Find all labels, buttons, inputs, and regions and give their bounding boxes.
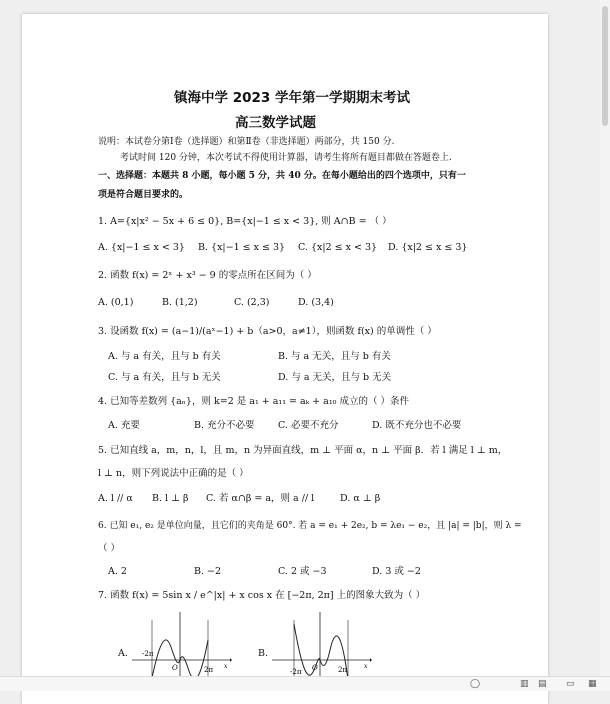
- q2-option-c: C. (2,3): [234, 297, 270, 308]
- q5-option-c: C. 若 α∩β = a，则 a // l: [206, 493, 315, 504]
- scrollbar-thumb[interactable]: [602, 6, 608, 126]
- q7-stem: 7. 函数 f(x) = 5sin x / e^|x| + x cos x 在 [−2π, 2π] 上的图象大致为（ ）: [98, 590, 426, 601]
- q7-option-a-label: A.: [118, 648, 128, 659]
- web-layout-icon[interactable]: ▦: [588, 679, 597, 689]
- q1-option-a: A. {x|−1 ≤ x < 3}: [98, 242, 185, 253]
- q7-a-x-label: x: [224, 663, 228, 670]
- exam-title: 镇海中学 2023 学年第一学期期末考试: [174, 90, 410, 106]
- q1-option-c: C. {x|2 ≤ x < 3}: [298, 242, 378, 253]
- status-bar: [0, 676, 610, 691]
- q1-stem: 1. A={x|x² − 5x + 6 ≤ 0}, B={x|−1 ≤ x < 3}, 则 A∩B = （ ）: [98, 216, 392, 227]
- q2-option-b: B. (1,2): [162, 297, 198, 308]
- q7-a-origin: O: [172, 664, 178, 672]
- globe-icon[interactable]: ◯: [470, 679, 481, 689]
- q2-stem: 2. 函数 f(x) = 2ˣ + x³ − 9 的零点所在区间为（ ）: [98, 270, 317, 281]
- q5-option-b: B. l ⊥ β: [152, 493, 189, 504]
- q6-stem-line-1: 6. 已知 e₁, e₂ 是单位向量，且它们的夹角是 60°. 若 a = e₁ + 2e₂, b = λe₁ − e₂，且 |a| = |b|，则 λ =: [98, 521, 522, 531]
- q6-stem-line-2: （ ）: [98, 543, 121, 554]
- q4-option-a: A. 充要: [108, 420, 140, 431]
- q7-b-neg2pi: -2π: [290, 668, 302, 676]
- section-1-heading-cont: 项是符合题目要求的。: [98, 190, 189, 200]
- q2-option-d: D. (3,4): [298, 297, 334, 308]
- q1-option-b: B. {x|−1 ≤ x ≤ 3}: [198, 242, 286, 253]
- q3-option-a: A. 与 a 有关，且与 b 有关: [108, 351, 221, 362]
- page-view-icon[interactable]: ▤: [538, 679, 547, 689]
- q5-option-d: D. α ⊥ β: [340, 493, 381, 504]
- print-layout-icon[interactable]: ▭: [566, 679, 575, 689]
- q7-b-x-label: x: [364, 663, 368, 670]
- note-line-1: 说明：本试卷分第Ⅰ卷（选择题）和第Ⅱ卷（非选择题）两部分，共 150 分.: [98, 137, 395, 147]
- q6-option-d: D. 3 或 −2: [372, 566, 421, 577]
- q5-stem-line-1: 5. 已知直线 a，m，n，l，且 m，n 为异面直线，m ⊥ 平面 α，n ⊥ 平面 β．若 l 满足 l ⊥ m，: [98, 445, 508, 456]
- q5-stem-line-2: l ⊥ n，则下列说法中正确的是（ ）: [98, 468, 249, 479]
- q4-stem: 4. 已知等差数列 {aₙ}，则 k=2 是 a₁ + a₁₁ = aₖ + a₁₀ 成立的（ ）条件: [98, 396, 409, 407]
- exam-subtitle: 高三数学试题: [235, 115, 316, 131]
- q6-option-b: B. −2: [194, 566, 222, 577]
- q2-option-a: A. (0,1): [98, 297, 134, 308]
- q7-b-2pi: 2π: [338, 666, 348, 674]
- document-page: [22, 14, 548, 704]
- q3-stem: 3. 设函数 f(x) = (a−1)/(aˣ−1) + b（a>0，a≠1），则函数 f(x) 的单调性（ ）: [98, 326, 437, 337]
- note-line-2: 考试时间 120 分钟，本次考试不得使用计算器，请考生将所有题目都做在答题卷上.: [120, 153, 452, 163]
- section-1-heading: 一、选择题：本题共 8 小题，每小题 5 分，共 40 分。在每小题给出的四个选项中，只有一: [98, 171, 466, 181]
- book-view-icon[interactable]: ▥: [520, 679, 529, 689]
- q3-option-c: C. 与 a 有关，且与 b 无关: [108, 372, 221, 383]
- q3-option-d: D. 与 a 无关，且与 b 无关: [278, 372, 392, 383]
- q4-option-b: B. 充分不必要: [194, 420, 255, 431]
- q7-a-neg2pi: -2π: [142, 650, 154, 658]
- q4-option-d: D. 既不充分也不必要: [372, 420, 462, 431]
- q7-option-b-label: B.: [258, 648, 269, 659]
- q3-option-b: B. 与 a 无关，且与 b 有关: [278, 351, 391, 362]
- q7-a-2pi: 2π: [204, 666, 214, 674]
- q5-option-a: A. l // α: [98, 493, 133, 504]
- q6-option-c: C. 2 或 −3: [278, 566, 327, 577]
- q7-b-origin: O: [312, 664, 318, 672]
- q4-option-c: C. 必要不充分: [278, 420, 339, 431]
- q1-option-d: D. {x|2 ≤ x ≤ 3}: [388, 242, 468, 253]
- q6-option-a: A. 2: [108, 566, 127, 577]
